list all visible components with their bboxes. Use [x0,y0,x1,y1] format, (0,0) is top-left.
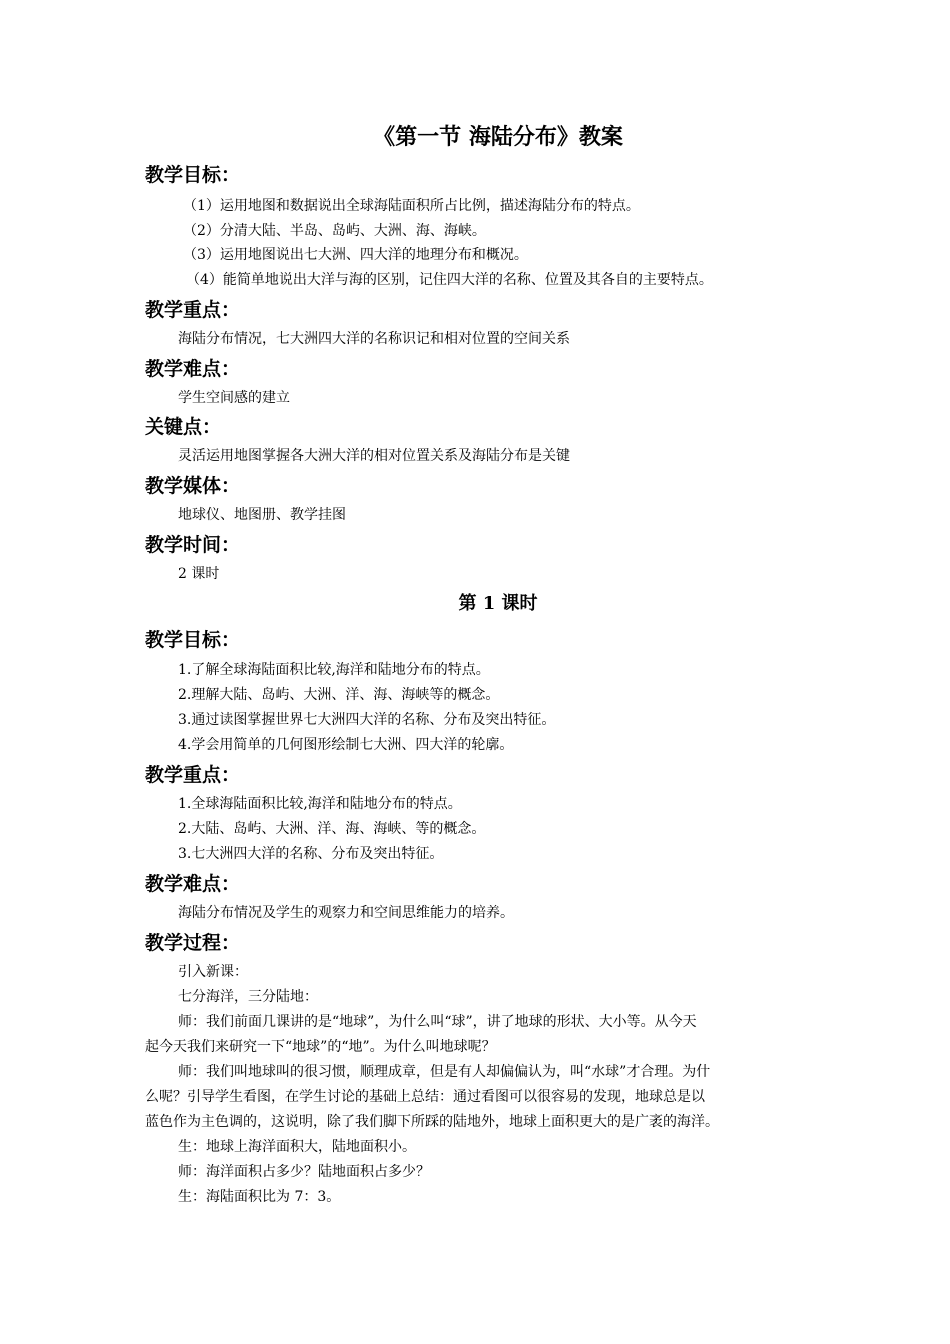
time-heading: 教学时间： [145,534,241,556]
process-line: 七分海洋，三分陆地： [178,989,318,1005]
lesson-objective-item: 2.理解大陆、岛屿、大洲、洋、海、海峡等的概念。 [178,687,500,703]
lesson-objective-item: 3.通过读图掌握世界七大洲四大洋的名称、分布及突出特征。 [178,712,556,728]
process-line: 师：海洋面积占多少？陆地面积占多少？ [178,1164,430,1180]
difficulties-text: 学生空间感的建立 [178,390,290,406]
lesson-difficulties-heading: 教学难点： [145,873,241,895]
process-line: 蓝色作为主色调的，这说明，除了我们脚下所踩的陆地外，地球上面积更大的是广袤的海洋。 [145,1114,719,1130]
objective-item: （2）分清大陆、半岛、岛屿、大洲、海、海峡。 [183,223,486,239]
lesson-key-points-heading: 教学重点： [145,764,241,786]
process-line: 生：地球上海洋面积大，陆地面积小。 [178,1139,416,1155]
lesson-objective-item: 4.学会用简单的几何图形绘制七大洲、四大洋的轮廓。 [178,737,514,753]
process-line: 师：我们前面几课讲的是“地球”，为什么叫“球”，讲了地球的形状、大小等。从今天 [178,1014,697,1030]
objective-item: （3）运用地图说出七大洲、四大洋的地理分布和概况。 [183,247,528,263]
lesson-key-point-item: 1.全球海陆面积比较,海洋和陆地分布的特点。 [178,796,462,812]
difficulties-heading: 教学难点： [145,358,241,380]
teaching-process-heading: 教学过程： [145,932,241,954]
media-heading: 教学媒体： [145,475,241,497]
key-points-heading: 教学重点： [145,299,241,321]
process-line: 生：海陆面积比为 7：3。 [178,1189,341,1205]
lesson-difficulties-text: 海陆分布情况及学生的观察力和空间思维能力的培养。 [178,905,514,921]
lesson-objectives-heading: 教学目标： [145,629,241,651]
process-line: 引入新课： [178,964,248,980]
lesson-objective-item: 1.了解全球海陆面积比较,海洋和陆地分布的特点。 [178,662,490,678]
critical-point-text: 灵活运用地图掌握各大洲大洋的相对位置关系及海陆分布是关键 [178,448,570,464]
critical-point-heading: 关键点： [145,416,222,438]
lesson-title: 第 1 课时 [458,593,538,614]
process-line: 起今天我们来研究一下“地球”的“地”。为什么叫地球呢？ [145,1039,496,1055]
process-line: 师：我们叫地球叫的很习惯，顺理成章，但是有人却偏偏认为，叫“水球”才合理。为什 [178,1064,711,1080]
key-points-text: 海陆分布情况，七大洲四大洋的名称识记和相对位置的空间关系 [178,331,570,347]
objective-item: （4）能简单地说出大洋与海的区别，记住四大洋的名称、位置及其各自的主要特点。 [186,272,713,288]
media-text: 地球仪、地图册、教学挂图 [178,507,346,523]
process-line: 么呢？引导学生看图，在学生讨论的基础上总结：通过看图可以很容易的发现，地球总是以 [145,1089,705,1105]
document-title: 《第一节 海陆分布》教案 [373,124,623,150]
lesson-key-point-item: 3.七大洲四大洋的名称、分布及突出特征。 [178,846,444,862]
time-text: 2 课时 [178,566,220,582]
objective-item: （1）运用地图和数据说出全球海陆面积所占比例，描述海陆分布的特点。 [183,198,640,214]
objectives-heading: 教学目标： [145,164,241,186]
lesson-key-point-item: 2.大陆、岛屿、大洲、洋、海、海峡、等的概念。 [178,821,486,837]
